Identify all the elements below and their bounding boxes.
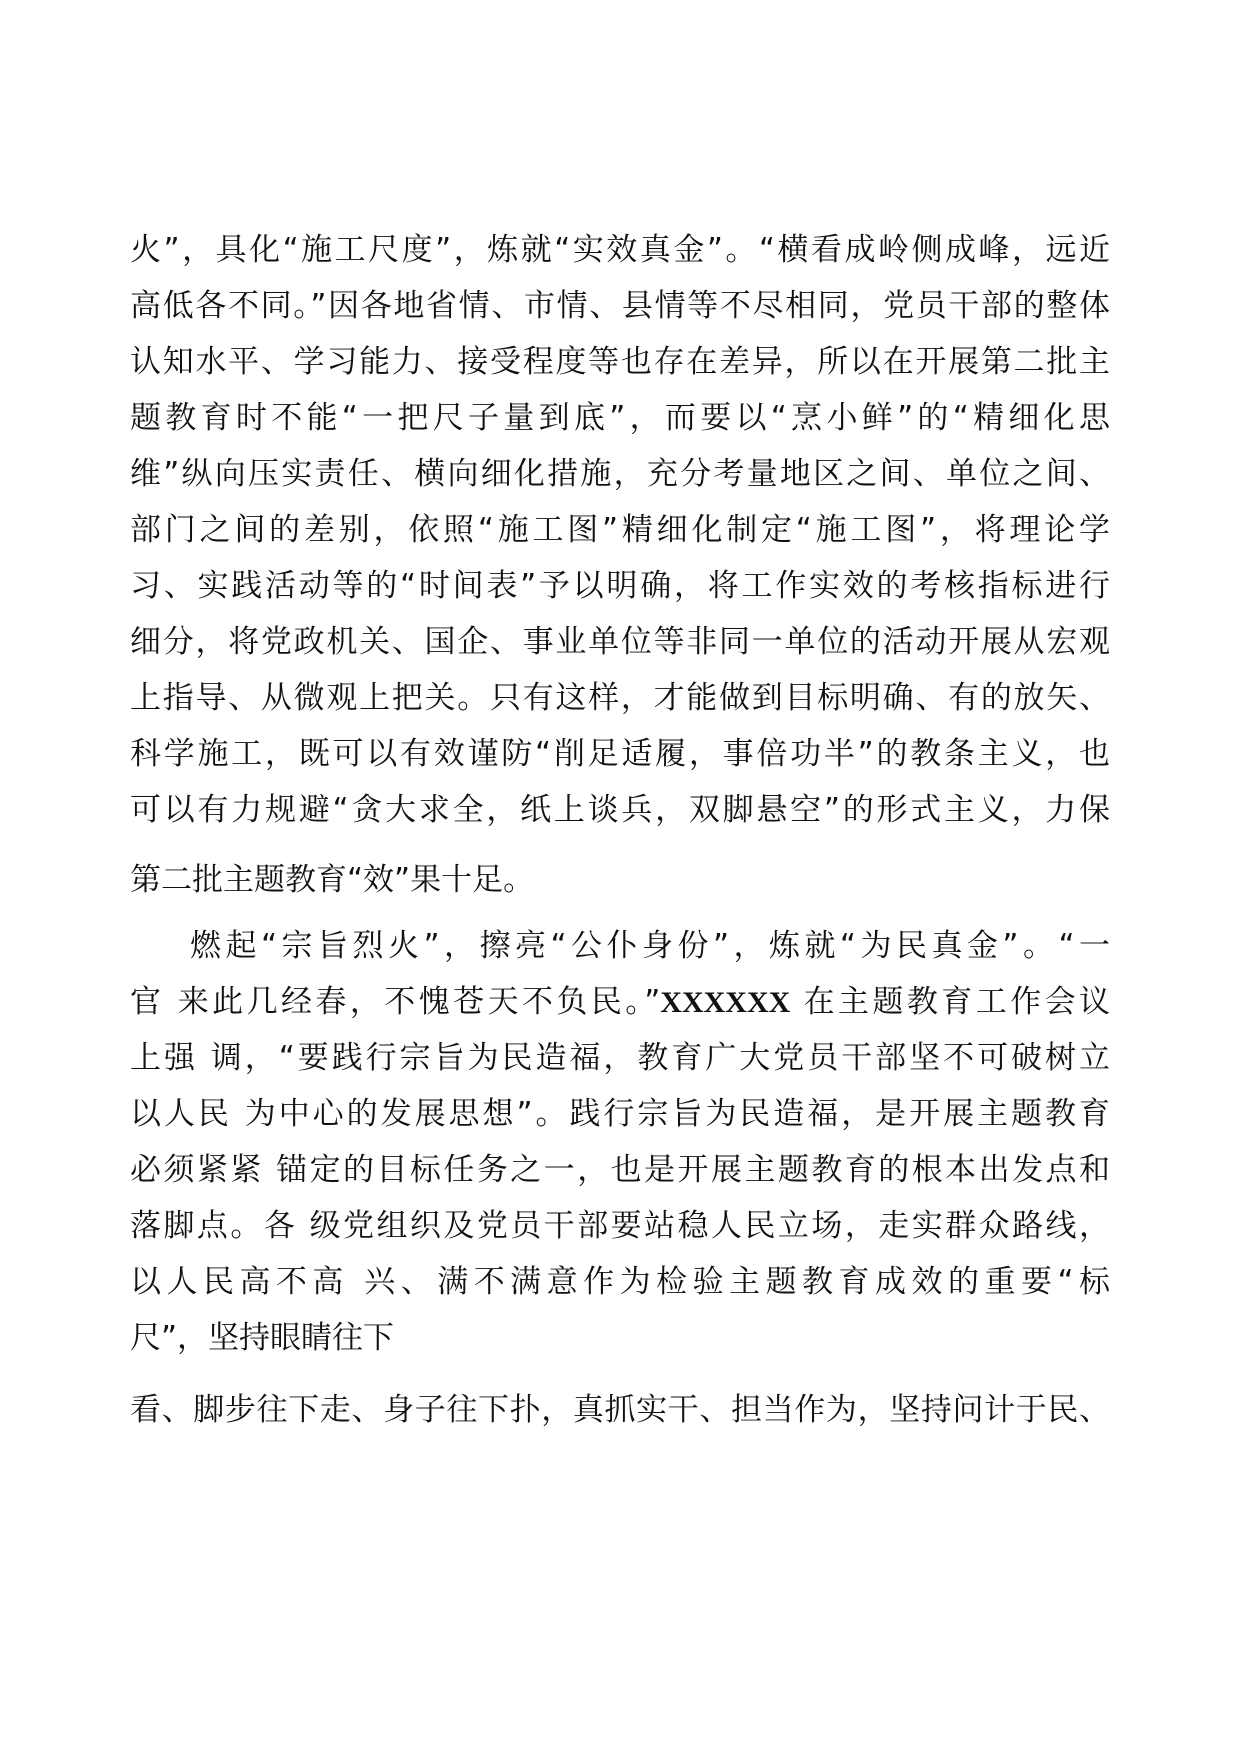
paragraph-2-line-4: 以人民 为中心的发展思想”。践行宗旨为民造福，是开展主题教育	[130, 1096, 1110, 1132]
paragraph-1-line-5: 维”纵向压实责任、横向细化措施，充分考量地区之间、单位之间、	[130, 456, 1110, 492]
paragraph-2-line-7: 以人民高不高 兴、满不满意作为检验主题教育成效的重要“标	[130, 1264, 1110, 1300]
paragraph-1-line-3: 认知水平、学习能力、接受程度等也存在差异，所以在开展第二批主	[130, 344, 1110, 380]
paragraph-1-line-12: 第二批主题教育“效”果十足。	[130, 862, 535, 898]
paragraph-2-line-6: 落脚点。各 级党组织及党员干部要站稳人民立场，走实群众路线，	[130, 1208, 1110, 1244]
paragraph-2-line-3: 上强 调，“要践行宗旨为民造福，教育广大党员干部坚不可破树立	[130, 1040, 1110, 1076]
paragraph-1-line-11: 可以有力规避“贪大求全，纸上谈兵，双脚悬空”的形式主义，力保	[130, 792, 1110, 828]
redacted-name: XXXXXX	[660, 986, 791, 1019]
paragraph-2-line-9: 看、脚步往下走、身子往下扑，真抓实干、担当作为，坚持问计于民、	[130, 1392, 1110, 1428]
paragraph-1-line-1: 火”，具化“施工尺度”，炼就“实效真金”。“横看成岭侧成峰，远近	[130, 232, 1110, 268]
paragraph-2-line-5: 必须紧紧 锚定的目标任务之一，也是开展主题教育的根本出发点和	[130, 1152, 1110, 1188]
paragraph-1-line-7: 习、实践活动等的“时间表”予以明确，将工作实效的考核指标进行	[130, 568, 1110, 604]
paragraph-2-line-2	[130, 982, 1110, 1023]
paragraph-2-line-8: 尺”，坚持眼睛往下	[130, 1320, 395, 1356]
paragraph-2-line-2-post: 在主题教育工作会议	[790, 984, 1110, 1020]
paragraph-1-line-10: 科学施工，既可以有效谨防“削足适履，事倍功半”的教条主义，也	[130, 736, 1110, 772]
paragraph-1-line-2: 高低各不同。”因各地省情、市情、县情等不尽相同，党员干部的整体	[130, 288, 1110, 324]
paragraph-1-line-8: 细分，将党政机关、国企、事业单位等非同一单位的活动开展从宏观	[130, 624, 1110, 660]
paragraph-2-line-1: 燃起“宗旨烈火”，擦亮“公仆身份”，炼就“为民真金”。“一	[190, 928, 1110, 964]
paragraph-1-line-6: 部门之间的差别，依照“施工图”精细化制定“施工图”，将理论学	[130, 512, 1110, 548]
paragraph-2-line-2-pre: 官 来此几经春，不愧苍天不负民。”	[130, 984, 661, 1020]
paragraph-1-line-4: 题教育时不能“一把尺子量到底”，而要以“烹小鲜”的“精细化思	[130, 400, 1110, 436]
paragraph-1-line-9: 上指导、从微观上把关。只有这样，才能做到目标明确、有的放矢、	[130, 680, 1110, 716]
